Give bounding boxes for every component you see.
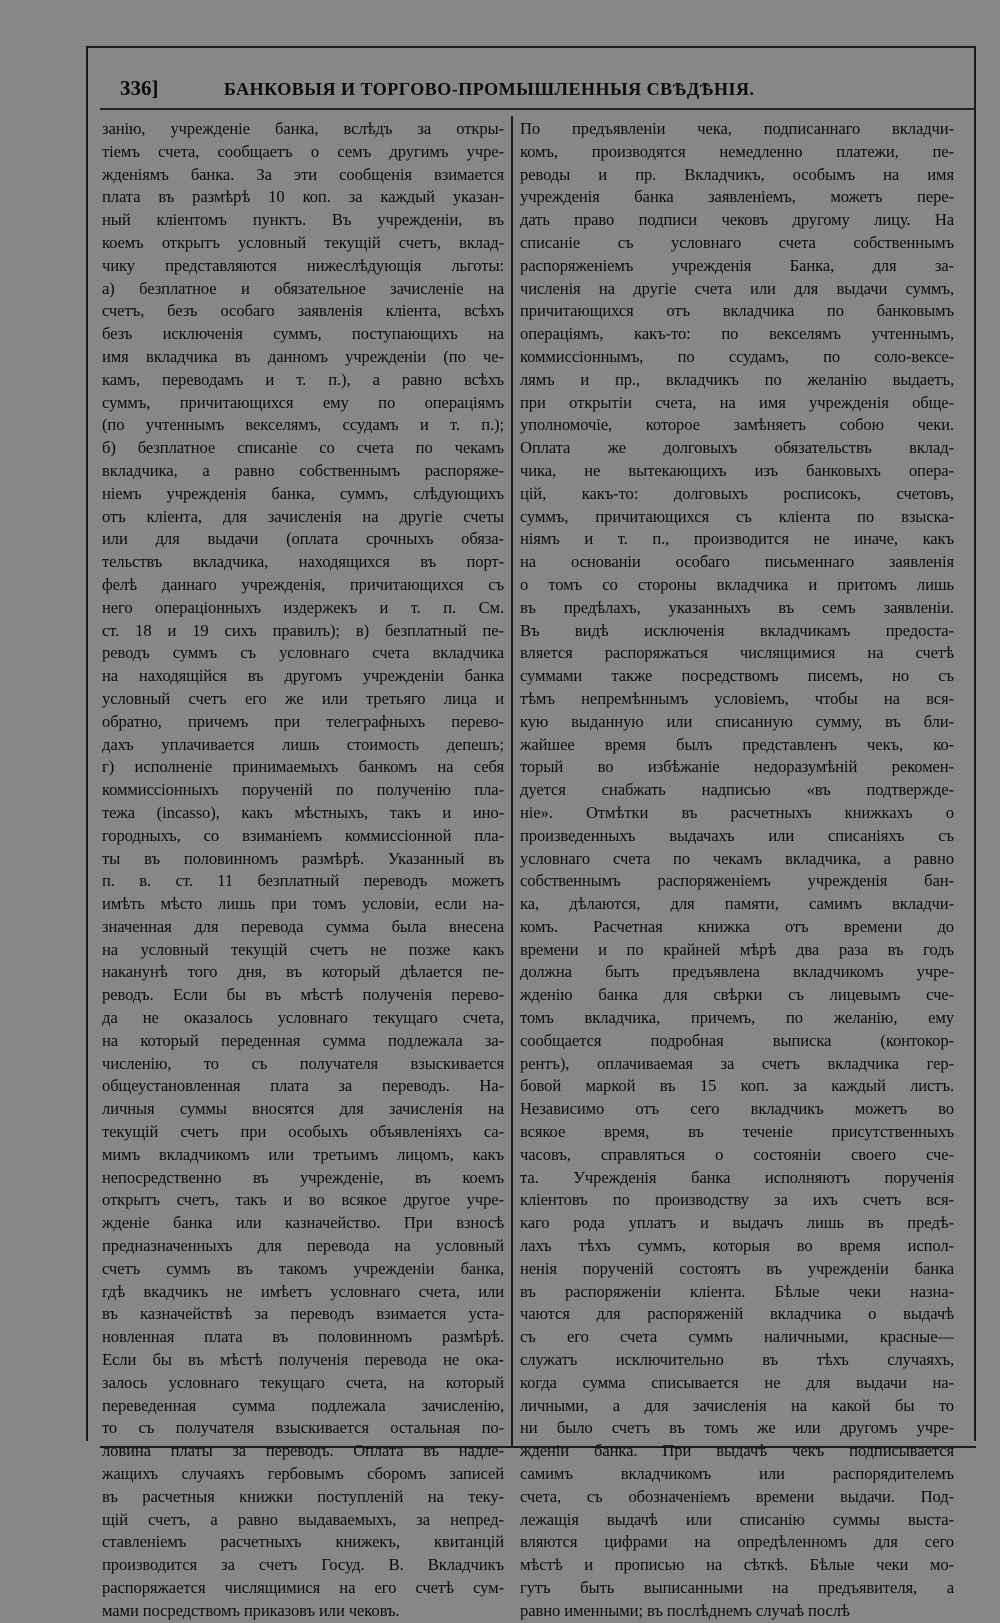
text-line: да не оказалось условнаго текущаго счета,	[102, 1008, 504, 1028]
text-line: ты въ половинномъ размѣрѣ. Указанный въ	[102, 848, 504, 868]
text-line: занію, учрежденіе банка, вслѣдъ за откры-	[102, 119, 504, 138]
text-line: суммъ, причитающихся ему по операціямъ	[102, 392, 504, 412]
text-line: жденіямъ банка. За эти сообщенія взимается	[102, 164, 504, 184]
text-line: при открытіи счета, на имя учрежденія обще-	[520, 392, 954, 412]
text-line: общеустановленная плата за переводъ. На-	[102, 1076, 504, 1096]
text-line: численію, то съ получателя взыскивается	[102, 1053, 504, 1073]
text-line: непосредственно въ учрежденіе, въ коемъ	[102, 1167, 504, 1187]
text-line: съ его счета суммъ наличными, красные—	[520, 1327, 954, 1347]
text-line: Въ видѣ исключенія вкладчикамъ предоста-	[520, 620, 954, 640]
text-line: всякое время, въ теченіе присутственныхъ	[520, 1122, 954, 1142]
page-number: 336]	[120, 76, 159, 100]
text-line: вляется распоряжаться числящимися на счетѣ	[520, 643, 954, 663]
bottom-rule	[100, 1446, 976, 1448]
text-line: уполномочіе, которое замѣняетъ собою чеки.	[520, 415, 954, 435]
text-line: условный счетъ его же или третьяго лица и	[102, 688, 504, 708]
text-line: списаніе съ условнаго счета собственнымъ	[520, 232, 954, 252]
text-line: отъ кліента, для зачисленія на другіе счеты	[102, 506, 504, 526]
text-line: дать право подписи чековъ другому лицу. На	[520, 210, 954, 230]
text-line: По предъявленіи чека, подписаннаго вкладчи-	[520, 119, 954, 138]
text-line: безъ исключенія суммъ, поступающихъ на	[102, 324, 504, 344]
text-line: часовъ, справляться о состояніи своего сче-	[520, 1144, 954, 1164]
text-line: тежа (incasso), какъ мѣстныхъ, такъ и ино-	[102, 802, 504, 822]
text-line: или для выдачи (оплата срочныхъ обяза-	[102, 529, 504, 549]
text-line: цій, какъ-то: долговыхъ росписокъ, счетовъ,	[520, 483, 954, 503]
text-line: чику представляются нижеслѣдующія льготы:	[102, 255, 504, 275]
text-line: камъ, переводамъ и т. п.), а равно всѣхъ	[102, 369, 504, 389]
text-line: городныхъ, со взиманіемъ коммиссіонной пла-	[102, 825, 504, 845]
left-text-column	[102, 118, 504, 1623]
text-line: имя вкладчика въ данномъ учрежденіи (по че-	[102, 346, 504, 366]
text-line: то съ получателя взыскивается остальная по-	[102, 1418, 504, 1438]
text-line: жайшее время былъ представленъ чекъ, ко-	[520, 734, 954, 754]
text-line: дахъ уплачивается лишь стоимость депешъ;	[102, 734, 504, 754]
text-line: собственнымъ распоряженіемъ учрежденія бан-	[520, 871, 954, 891]
text-line: тіемъ счета, сообщаетъ о семъ другимъ учре-	[102, 141, 504, 161]
text-line: на условный текущій счетъ не позже какъ	[102, 939, 504, 959]
text-line: ный кліентомъ пунктъ. Въ учрежденіи, въ	[102, 210, 504, 230]
page-header	[120, 76, 960, 106]
text-line: Оплата же долговыхъ обязательствъ вклад-	[520, 438, 954, 458]
text-line: открытъ счетъ, такъ и во всякое другое учре-	[102, 1190, 504, 1210]
column-divider	[511, 116, 513, 1446]
text-line: кліентовъ по производству за ихъ счетъ вся-	[520, 1190, 954, 1210]
text-line: реводъ суммъ съ условнаго счета вкладчика	[102, 643, 504, 663]
text-line: бовой маркой въ 15 коп. за каждый листъ.	[520, 1076, 954, 1096]
text-line: него операціонныхъ издержекъ и т. п. См.	[102, 597, 504, 617]
text-line: значенная для перевода сумма была внесена	[102, 916, 504, 936]
text-line: суммами также посредствомъ писемъ, но съ	[520, 666, 954, 686]
text-line: численія на другіе счета или для выдачи суммъ,	[520, 278, 954, 298]
text-line: въ предѣлахъ, указанныхъ въ семъ заявленіи.	[520, 597, 954, 617]
text-line: произведенныхъ выдачахъ или списаніяхъ съ	[520, 825, 954, 845]
text-line: ніемъ учрежденія банка, суммъ, слѣдующихъ	[102, 483, 504, 503]
text-line: суммъ, причитающихся съ кліента по взыска-	[520, 506, 954, 526]
text-line: комъ, производятся немедленно платежи, пе-	[520, 141, 954, 161]
text-line: жащихъ случаяхъ гербовымъ сборомъ записей	[102, 1464, 504, 1484]
text-line: жденіе банка или казначейство. При взносѣ	[102, 1213, 504, 1233]
text-line: личными, а для зачисленія на какой бы то	[520, 1395, 954, 1415]
text-line: вкладчика, а равно собственнымъ распоряже-	[102, 460, 504, 480]
text-line: производится за счетъ Госуд. В. Вкладчикъ	[102, 1555, 504, 1575]
text-line: жденіи банка. При выдачѣ чекъ подписывается	[520, 1441, 954, 1461]
text-line: кую выданную или списанную сумму, въ бли-	[520, 711, 954, 731]
text-line: дуется снабжать надписью «въ подтвержде-	[520, 780, 954, 800]
text-line: въ расчетныя книжки поступленій на теку-	[102, 1486, 504, 1506]
text-line: сообщается подробная выписка (контокор-	[520, 1030, 954, 1050]
text-line: гдѣ вкадчикъ не имѣетъ условнаго счета, или	[102, 1281, 504, 1301]
text-line: реводъ. Если бы въ мѣстѣ полученія перево-	[102, 985, 504, 1005]
text-line: каго рода уплатъ и выдачъ лишь въ предѣ-	[520, 1213, 954, 1233]
text-line: г) исполненіе принимаемыхъ банкомъ на себя	[102, 757, 504, 777]
text-line: самимъ вкладчикомъ или распорядителемъ	[520, 1464, 954, 1484]
text-line: въ казначействѣ за переводъ взимается уста-	[102, 1304, 504, 1324]
text-line: б) безплатное списаніе со счета по чекамъ	[102, 438, 504, 458]
right-text-column	[520, 118, 954, 1623]
text-line: ка, дѣлаются, для памяти, самимъ вкладчи-	[520, 894, 954, 914]
text-line: условнаго счета по чекамъ вкладчика, а равно	[520, 848, 954, 868]
text-line: реводы и пр. Вкладчикъ, особымъ на имя	[520, 164, 954, 184]
text-line: ніямъ и т. п., производится не иначе, какъ	[520, 529, 954, 549]
text-line: лахъ тѣхъ суммъ, которыя во время испол-	[520, 1236, 954, 1256]
text-line: операціямъ, какъ-то: по векселямъ учтеннымъ,	[520, 324, 954, 344]
text-line: текущій счетъ при особыхъ объявленіяхъ са-	[102, 1122, 504, 1142]
text-line: фелѣ даннаго учрежденія, причитающихся съ	[102, 574, 504, 594]
text-line: ставленіемъ расчетныхъ книжекъ, квитанцій	[102, 1532, 504, 1552]
text-line: счетъ суммъ въ такомъ учрежденіи банка,	[102, 1258, 504, 1278]
text-line: имѣть мѣсто лишь при томъ условіи, если на-	[102, 894, 504, 914]
text-line: обратно, причемъ при телеграфныхъ перево-	[102, 711, 504, 731]
text-line: рентъ), оплачиваемая за счетъ вкладчика гер-	[520, 1053, 954, 1073]
text-line: предназначенныхъ для перевода на условный	[102, 1236, 504, 1256]
text-line: жденію банка для свѣрки съ лицевымъ сче-	[520, 985, 954, 1005]
text-line: чаются для распоряженій вкладчика о выдачѣ	[520, 1304, 954, 1324]
text-line: лямъ и пр., вкладчикъ по желанію выдаетъ,	[520, 369, 954, 389]
text-line: въ распоряженіи кліента. Бѣлые чеки назна-	[520, 1281, 954, 1301]
text-line: на находящійся въ другомъ учрежденіи банка	[102, 666, 504, 686]
text-line: должна быть предъявлена вкладчикомъ учре-	[520, 962, 954, 982]
text-line: (по учтеннымъ векселямъ, ссудамъ и т. п.);	[102, 415, 504, 435]
header-rule	[100, 108, 976, 110]
text-line: тельствъ вкладчика, находящихся въ порт-	[102, 552, 504, 572]
text-line: коммиссіонныхъ порученій по полученію пла-	[102, 780, 504, 800]
text-line: Независимо отъ сего вкладчикъ можетъ во	[520, 1099, 954, 1119]
text-line: когда сумма списывается не для выдачи на-	[520, 1372, 954, 1392]
text-line: та. Учрежденія банка исполняютъ порученія	[520, 1167, 954, 1187]
text-line: залось условнаго текущаго счета, на который	[102, 1372, 504, 1392]
text-line: учрежденія банка заявленіемъ, можетъ пере-	[520, 187, 954, 207]
text-line: коммиссіоннымъ, по ссудамъ, по соло-вексе-	[520, 346, 954, 366]
text-line: мимъ вкладчикомъ или третьимъ лицомъ, какъ	[102, 1144, 504, 1164]
text-line: мѣстѣ и прописью на сѣткѣ. Бѣлые чеки мо-	[520, 1555, 954, 1575]
text-line: ловина платы за переводъ. Оплата въ надле-	[102, 1441, 504, 1461]
running-title: БАНКОВЫЯ И ТОРГОВО-ПРОМЫШЛЕННЫЯ СВѢДѢНІЯ.	[224, 79, 755, 99]
text-line: счетъ, безъ особаго заявленія кліента, всѣхъ	[102, 301, 504, 321]
text-line: равно именными; въ послѣднемъ случаѣ послѣ	[520, 1600, 850, 1620]
text-line: ст. 18 и 19 сихъ правилъ); в) безплатный пе-	[102, 620, 504, 640]
text-line: мами посредствомъ приказовъ или чековъ.	[102, 1600, 400, 1620]
text-line: чика, не вытекающихъ изъ банковыхъ опера-	[520, 460, 954, 480]
text-line: плата въ размѣрѣ 10 коп. за каждый указан-	[102, 187, 504, 207]
text-line: комъ. Расчетная книжка отъ времени до	[520, 916, 954, 936]
text-line: наканунѣ того дня, въ который дѣлается пе-	[102, 962, 504, 982]
text-line: щій счетъ, а равно выдаваемыхъ, за непред-	[102, 1509, 504, 1529]
text-line: переведенная сумма подлежала зачисленію,	[102, 1395, 504, 1415]
text-line: новленная плата въ половинномъ размѣрѣ.	[102, 1327, 504, 1347]
text-line: п. в. ст. 11 безплатный переводъ можетъ	[102, 871, 504, 891]
text-line: коемъ открытъ условный текущій счетъ, вклад-	[102, 232, 504, 252]
text-line: томъ вкладчика, причемъ, по желанію, ему	[520, 1008, 954, 1028]
text-line: гутъ быть выписанными на предъявителя, а	[520, 1578, 954, 1597]
text-line: о томъ со стороны вкладчика и притомъ лишь	[520, 574, 954, 594]
text-line: а) безплатное и обязательное зачисленіе на	[102, 278, 504, 298]
text-line: личныя суммы вносятся для зачисленія на	[102, 1099, 504, 1119]
text-line: причитающихся отъ вкладчика по банковымъ	[520, 301, 954, 321]
text-line: счета, съ обозначеніемъ времени выдачи. Под-	[520, 1486, 954, 1506]
text-line: Если бы въ мѣстѣ полученія перевода не ока-	[102, 1350, 504, 1370]
text-line: распоряжается числящимися на его счетѣ сум-	[102, 1578, 504, 1597]
text-line: распоряженіемъ учрежденія Банка, для за-	[520, 255, 954, 275]
text-line: торый во избѣжаніе недоразумѣній рекомен-	[520, 757, 954, 777]
text-line: времени и по крайней мѣрѣ два раза въ годъ	[520, 939, 954, 959]
text-line: на основаніи особаго письменнаго заявленія	[520, 552, 954, 572]
text-line: тѣмъ непремѣннымъ условіемъ, чтобы на вся-	[520, 688, 954, 708]
text-line: служатъ исключительно въ тѣхъ случаяхъ,	[520, 1350, 954, 1370]
text-line: ненія порученій состоятъ въ учрежденіи банка	[520, 1258, 954, 1278]
text-line: ни было счетъ въ томъ же или другомъ учре-	[520, 1418, 954, 1438]
text-line: вляются цифрами на опредѣленномъ для сего	[520, 1532, 954, 1552]
text-line: лежащія выдачѣ или списанію суммы выста-	[520, 1509, 954, 1529]
text-line: ніе». Отмѣтки въ расчетныхъ книжкахъ о	[520, 802, 954, 822]
text-line: на который переденная сумма подлежала за-	[102, 1030, 504, 1050]
